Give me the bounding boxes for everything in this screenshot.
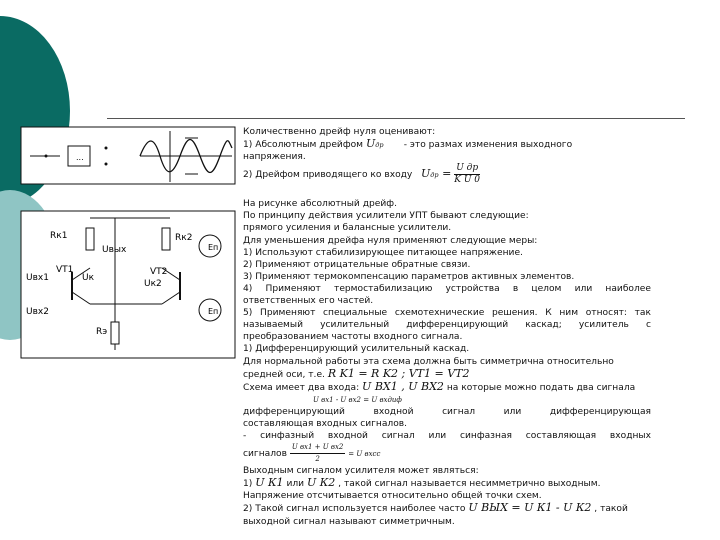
vt1-label: VT1 [56,265,74,275]
drift-waveform-diagram [20,126,242,186]
ep-label-2: Eп [208,307,219,316]
text-line [243,394,651,406]
text-line: прямого усиления и балансные усилители. [243,223,452,234]
text-line: 2) Такой сигнал используется наиболее часто U ВЫХ = U К1 - U К2 , такой [243,501,628,515]
text-line: 3) Применяют термокомпенсацию параметров активных элементов. [243,271,575,282]
text-line: 1) Абсолютным дрейфом Uдр - это размах изменения выходного [243,137,573,151]
differential-amplifier-schematic [20,210,242,360]
text-line: ответственных его частей. [243,296,374,307]
text-line: По принципу действия усилители УПТ бывают следующие: [243,211,529,222]
text-line: 1) U К1 или U К2 , такой сигнал называется несимметрично выходным. [243,476,601,490]
text-line: средней оси, т.е. R K1 = R K2 ; VT1 = VT2 [243,366,470,380]
text-line: 1) Используют стабилизирующее питающее напряжение. [243,247,523,258]
common-mode-fraction: $\frac{\text{U вх1 + U вх2}}{2}$ [291,443,344,464]
re-label: Rэ [96,327,108,337]
text-line: Выходным сигналом усилителя может являться: [243,466,479,477]
text-line: выходной сигнал называют симметричным. [243,516,455,527]
text-line: преобразованием частоты входного сигнала. [243,332,463,343]
text-line: Количественно дрейф нуля оценивают: [243,127,436,137]
vt2-label: VT2 [150,267,168,277]
diff-input-formula: U вх1 - U вх2 = U вхдиф [313,395,402,404]
uvx1-label: Uвх1 [26,273,49,283]
rk2-label: Rк2 [175,233,193,243]
uvyh-label: Uвых [102,245,127,255]
lecture-text [243,126,651,528]
text-line: - синфазный входной сигнал или синфазная составляющая входных [243,431,651,442]
text-line: Для уменьшения дрейфа нуля применяют следующие меры: [243,235,538,246]
text-line: Схема имеет два входа: U ВХ1 , U ВХ2 на которые можно подать два сигнала [243,379,636,393]
uvx2-label: Uвх2 [26,307,49,317]
text-line: 5) Применяют специальные схемотехнические решения. К ним относят: так [243,308,651,319]
text-line: 2) Дрейфом приводящего ко входу Uдр = $\frac{\text{U др}}{\text{K U 0}}$ [243,163,481,186]
text-line: Для нормальной работы эта схема должна быть симметрична относительно [243,356,614,367]
uk-label: Uк [82,273,95,283]
symmetric-output-formula: U ВЫХ = U К1 - U К2 [468,501,592,515]
text-line: На рисунке абсолютный дрейф. [243,199,397,210]
out1-formula: U К1 [255,476,284,490]
rk1-label: Rк1 [50,231,68,241]
ep-label-1: Eп [208,243,219,252]
text-line: дифференцирующий входной сигнал или дифференцирующая [243,406,651,417]
text-line: 4) Применяют термостабилизацию устройства в целом или наиболее [243,283,651,294]
uk2-label: Uк2 [144,279,162,289]
text-line: 1) Дифференцирующий усилительный каскад. [243,344,470,355]
text-line: называемый усилительный дифференцирующий каскад; усилитель с [243,320,651,331]
text-line: Напряжение отсчитывается относительно общей точки схем. [243,491,542,502]
input-drift-fraction: $\frac{\text{U др}}{\text{K U 0}}$ [454,163,481,186]
out2-formula: U К2 [306,476,336,490]
text-line: напряжения. [243,152,306,163]
text-line: сигналов $\frac{\text{U вх1 + U вх2}}{2}$ = U вхсс [243,443,381,464]
common-mode-rhs: = U вхсс [348,450,381,459]
text-line: 2) Применяют отрицательные обратные связи. [243,259,471,270]
input-drift-formula: Uдр = [421,167,452,181]
header-divider [107,118,685,119]
inputs-formula: U ВХ1 , U ВХ2 [362,379,444,393]
u-dr-formula: Uдр [365,137,384,151]
amp-box-label: ... [76,153,84,162]
symmetry-formula: R K1 = R K2 ; VT1 = VT2 [327,366,470,380]
text-line: составляющая входных сигналов. [243,418,408,429]
